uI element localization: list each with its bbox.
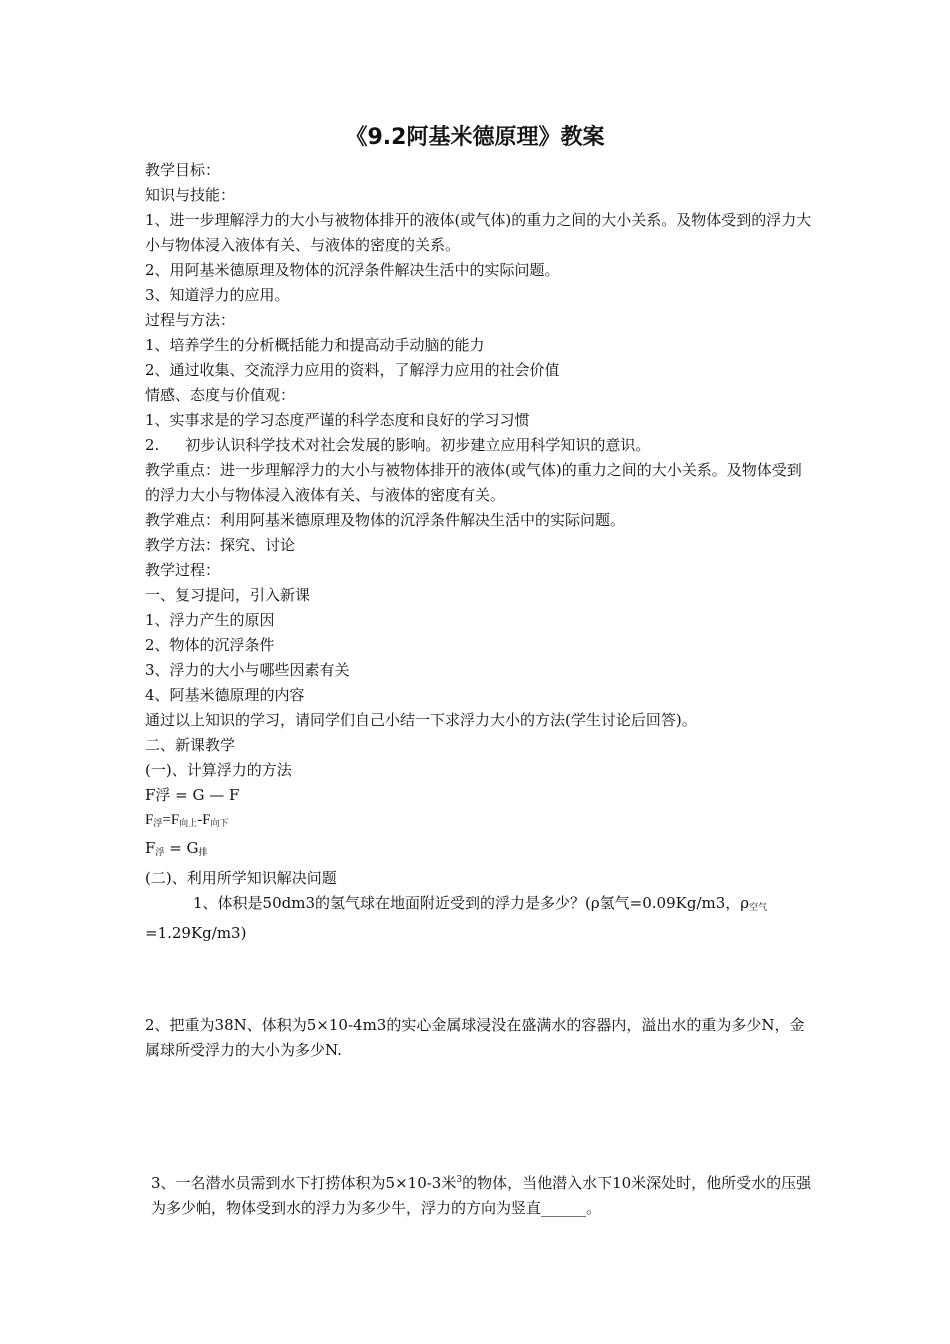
knowledge-item-3: 3、知道浮力的应用。: [145, 286, 290, 304]
document-title: 《9.2阿基米德原理》教案: [345, 125, 605, 150]
knowledge-item-2: 2、用阿基米德原理及物体的沉浮条件解决生活中的实际问题。: [145, 261, 560, 279]
formula-2: $F_浮=F_{向上}-F_{向下}$: [145, 812, 229, 828]
subsection-1-heading: (一)、计算浮力的方法: [145, 761, 292, 779]
teaching-key-point: 教学重点：进一步理解浮力的大小与被物体排开的液体(或气体)的重力之间的大小关系。及物体受到的浮力大小与物体浸入液体有关、与液体的密度有关。: [145, 461, 802, 504]
process-item-2: 2、通过收集、交流浮力应用的资料，了解浮力应用的社会价值: [145, 361, 560, 379]
summary-prompt: 通过以上知识的学习，请同学们自己小结一下求浮力大小的方法(学生讨论后回答)。: [145, 711, 697, 729]
section-2-heading: 二、新课教学: [145, 736, 236, 754]
heading-process: 过程与方法：: [145, 311, 236, 329]
emotion-item-2-text: 初步认识科学技术对社会发展的影响。初步建立应用科学知识的意识。: [185, 436, 651, 454]
formula-1: F浮 = G — F: [145, 786, 240, 804]
review-item-1: 1、浮力产生的原因: [145, 611, 275, 629]
subsection-2-heading: (二)、利用所学知识解决问题: [145, 869, 337, 887]
review-item-4: 4、阿基米德原理的内容: [145, 686, 305, 704]
document-body: [145, 158, 815, 1221]
process-item-1: 1、培养学生的分析概括能力和提高动手动脑的能力: [145, 336, 485, 354]
emotion-item-1: 1、实事求是的学习态度严谨的科学态度和良好的学习习惯: [145, 411, 530, 429]
knowledge-item-1: 1、进一步理解浮力的大小与被物体排开的液体(或气体)的重力之间的大小关系。及物体受到的浮力大小与物体浸入液体有关、与液体的密度的关系。: [145, 211, 812, 254]
review-item-3: 3、浮力的大小与哪些因素有关: [145, 661, 350, 679]
teaching-difficulty: 教学难点：利用阿基米德原理及物体的沉浮条件解决生活中的实际问题。: [145, 511, 626, 529]
question-1-end: =1.29Kg/m3): [145, 924, 247, 942]
formula-3: $F_浮 = G_排$: [145, 839, 208, 858]
heading-goals: 教学目标：: [145, 161, 221, 179]
section-1-heading: 一、复习提问，引入新课: [145, 586, 311, 604]
emotion-item-2-number: 2.: [145, 436, 160, 454]
emotion-item-2: [145, 433, 815, 458]
question-1: 1、体积是50dm3的氢气球在地面附近受到的浮力是多少？(ρ氢气=0.09Kg/m3，$\rho_{空气}$: [193, 894, 768, 913]
question-3: 3、一名潜水员需到水下打捞体积为5×10-3米$^3$的物体，当他潜入水下10米深处时，他所受水的压强为多少帕，物体受到水的浮力为多少牛，浮力的方向为竖直______。: [151, 1174, 812, 1217]
review-item-2: 2、物体的沉浮条件: [145, 636, 275, 654]
heading-procedure: 教学过程：: [145, 561, 221, 579]
heading-knowledge: 知识与技能：: [145, 186, 236, 204]
teaching-method: 教学方法：探究、讨论: [145, 536, 296, 554]
question-2: 2、把重为38N、体积为5×10-4m3的实心金属球浸没在盛满水的容器内，溢出水的重为多少N，金属球所受浮力的大小为多少N.: [145, 1016, 805, 1059]
heading-emotion: 情感、态度与价值观：: [145, 386, 296, 404]
